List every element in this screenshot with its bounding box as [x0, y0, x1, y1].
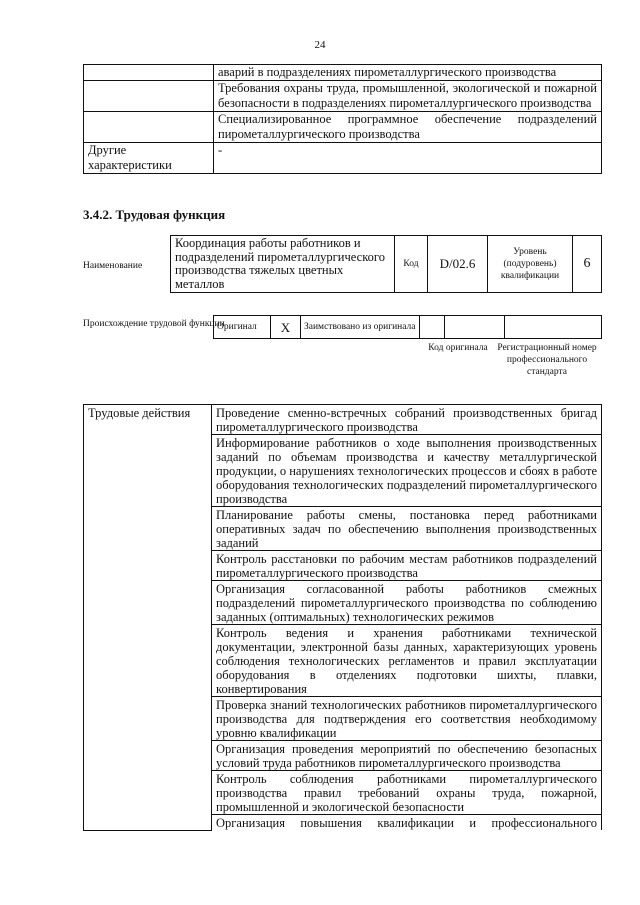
empty-cell [84, 65, 214, 81]
continuation-row: аварий в подразделениях пирометаллургического производства [214, 65, 602, 81]
other-characteristics-value: - [214, 143, 602, 174]
labor-actions-table [83, 404, 602, 831]
labor-action: Контроль расстановки по рабочим местам работников подразделений пирометаллургического производства [212, 551, 602, 581]
characteristics-table [83, 64, 602, 174]
origin-table [213, 315, 602, 339]
code-label: Код [395, 236, 428, 293]
continuation-row: Специализированное программное обеспечение подразделений пирометаллургического производства [214, 112, 602, 143]
registration-number-cell [505, 316, 602, 339]
original-code-cell [445, 316, 505, 339]
original-label: Оригинал [214, 316, 271, 339]
qualification-level: 6 [573, 236, 602, 293]
empty-cell [84, 112, 214, 143]
original-mark: X [271, 316, 301, 339]
labor-actions-label: Трудовые действия [84, 405, 212, 831]
other-characteristics-label: Другие характеристики [84, 143, 214, 174]
origin-label: Происхождение трудовой функции [83, 319, 225, 329]
empty-cell [84, 81, 214, 112]
labor-action: Проведение сменно-встречных собраний производственных бригад пирометаллургического производства [212, 405, 602, 435]
name-label: Наименование [83, 261, 143, 271]
empty-cell [420, 316, 445, 339]
original-code-caption: Код оригинала [428, 343, 488, 353]
labor-action: Проверка знаний технологических работников пирометаллургического производства для подтверждения его соответствия необходимому уровню квалификации [212, 697, 602, 741]
borrowed-label: Заимствовано из оригинала [301, 316, 420, 339]
labor-action: Информирование работников о ходе выполнения производственных заданий по объемам производства и качеству металлургической продукции, о нарушениях технологических процессов и сбоях в работе оборудования технологических подразделений пирометаллургического производства [212, 435, 602, 507]
labor-action: Контроль соблюдения работниками пирометаллургического производства правил требований охраны труда, пожарной, промышленной и экологической безопасности [212, 771, 602, 815]
labor-action: Планирование работы смены, постановка перед работниками оперативных задач по обеспечению выполнения производственных заданий [212, 507, 602, 551]
labor-action: Организация согласованной работы работников смежных подразделений пирометаллургического производства по соблюдению заданных (оптимальных) технологических режимов [212, 581, 602, 625]
section-heading: 3.4.2. Трудовая функция [83, 207, 226, 222]
page-number: 24 [314, 39, 326, 51]
continuation-row: Требования охраны труда, промышленной, экологической и пожарной безопасности в подразделениях пирометаллургического производства [214, 81, 602, 112]
function-name: Координация работы работников и подразделений пирометаллургического производства тяжелых цветных металлов [171, 236, 395, 293]
function-name-table [170, 235, 602, 293]
labor-action: Организация повышения квалификации и профессионального [212, 815, 602, 831]
level-label: Уровень (подуровень) квалификации [488, 236, 573, 293]
labor-action: Контроль ведения и хранения работниками технической документации, электронной базы данных, характеризующих уровень соблюдения технологических регламентов и правил эксплуатации оборудования в отделениях подготовки шихты, плавки, конвертирования [212, 625, 602, 697]
registration-number-caption: Регистрационный номер профессионального стандарта [497, 343, 597, 377]
labor-action: Организация проведения мероприятий по обеспечению безопасных условий труда работников пирометаллургического производства [212, 741, 602, 771]
function-code: D/02.6 [428, 236, 488, 293]
